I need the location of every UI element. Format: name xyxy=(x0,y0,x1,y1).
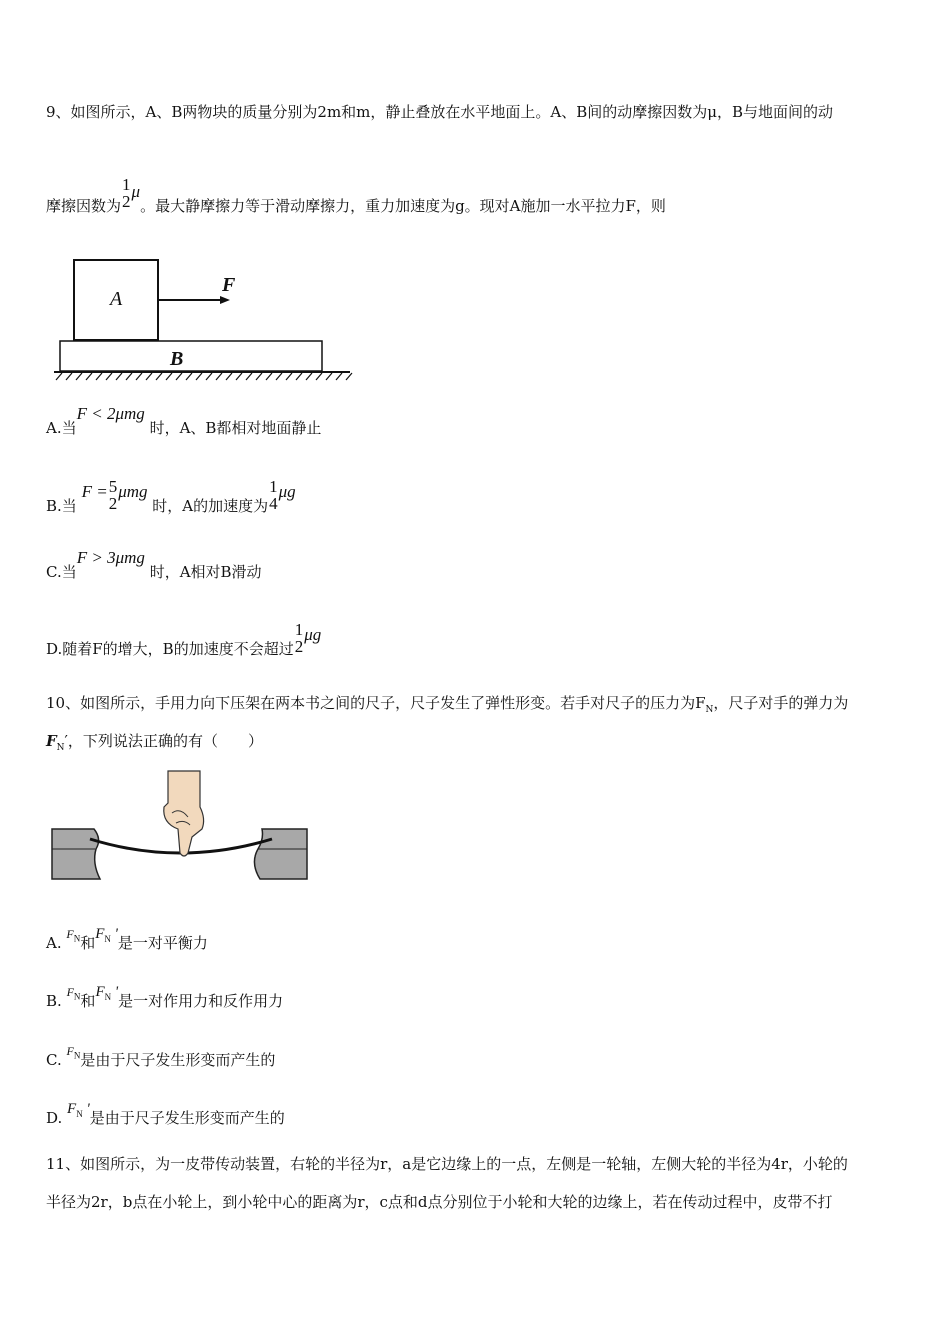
q10-stem-line1 xyxy=(46,693,848,720)
q9-option-c-label: C. xyxy=(46,563,62,581)
q10-option-b-fn: FN xyxy=(66,985,81,1002)
q10-option-b-fn-prime: $F_N$ ' xyxy=(95,984,119,1002)
q9-option-b[interactable] xyxy=(46,477,296,524)
right-book xyxy=(254,829,307,879)
q10-stem-sub2: N xyxy=(56,743,65,753)
q10-option-a-text: 是一对平衡力 xyxy=(117,934,208,952)
q10-stem-text2-tail: ′，下列说法正确的有（ ） xyxy=(64,732,263,750)
q9-option-a-label: A. xyxy=(46,419,62,437)
q10-option-a-label: A. xyxy=(46,934,62,952)
ground-hatch xyxy=(56,373,352,380)
q9-figure-blocks xyxy=(50,255,360,385)
q9-option-b-frac: 5 2 xyxy=(108,477,118,513)
block-b xyxy=(60,341,322,371)
q9-stem-text2a: 摩擦因数为 xyxy=(46,197,122,215)
q11-stem-text2: 半径为2r，b点在小轮上，到小轮中心的距离为r，c点和d点分别位于小轮和大轮的边缘上，若在传动过程中，皮带不打 xyxy=(46,1193,833,1211)
q10-option-d[interactable] xyxy=(46,1101,285,1134)
q10-stem-text1: 10、如图所示，手用力向下压架在两本书之间的尺子，尺子发生了弹性形变。若手对尺子的压力为F xyxy=(46,694,706,712)
q10-option-c[interactable] xyxy=(46,1044,276,1075)
q9-option-c-post: 时，A相对B滑动 xyxy=(149,563,262,581)
q10-option-a-join: 和 xyxy=(80,934,96,952)
q10-option-c-text: 是由于尺子发生形变而产生的 xyxy=(80,1051,276,1069)
block-a-label: A xyxy=(110,288,123,310)
q9-option-b-math-f: F = xyxy=(81,482,108,501)
q9-option-b-pre: 当 xyxy=(61,497,77,515)
q9-stem-text1: 9、如图所示，A、B两物块的质量分别为2m和m，静止叠放在水平地面上。A、B间的动摩擦因数为μ，B与地面间的动 xyxy=(46,103,834,121)
q9-mu-symbol: μ xyxy=(131,182,141,201)
q10-option-b-text: 是一对作用力和反作用力 xyxy=(118,992,284,1010)
force-arrow-head xyxy=(220,296,230,304)
q9-option-b-mug: μg xyxy=(278,482,296,501)
q11-stem-line2 xyxy=(46,1192,833,1212)
q9-option-b-mid: 时，A的加速度为 xyxy=(152,497,269,515)
q9-option-d[interactable] xyxy=(46,620,322,667)
q10-option-c-label: C. xyxy=(46,1051,62,1069)
q9-option-c-math: F > 3μmg xyxy=(76,548,145,567)
q9-stem-line1 xyxy=(46,102,833,122)
q10-option-b-join: 和 xyxy=(80,992,96,1010)
q9-stem-line2 xyxy=(46,175,666,224)
q10-option-d-fn-prime: $F_N$ ' xyxy=(67,1101,90,1119)
q9-half-fraction: 1 2 xyxy=(122,175,131,211)
q9-option-a-math: F < 2μmg xyxy=(76,404,145,423)
q10-option-a-fn-prime: $F_N$ ' xyxy=(95,926,118,944)
q9-option-d-label: D. xyxy=(46,640,63,658)
q10-stem-sub1: N xyxy=(705,705,714,715)
q10-stem-line2 xyxy=(46,731,263,758)
q9-option-a-post: 时，A、B都相对地面静止 xyxy=(149,419,322,437)
q9-option-a[interactable] xyxy=(46,404,322,438)
q9-option-b-mumg: μmg xyxy=(118,482,148,501)
q10-option-b[interactable] xyxy=(46,984,284,1017)
q10-figure-ruler xyxy=(50,767,320,882)
q9-option-d-mug: μg xyxy=(304,625,322,644)
q9-option-b-frac2: 1 4 xyxy=(269,477,278,513)
q10-option-a[interactable] xyxy=(46,926,208,959)
q10-option-b-label: B. xyxy=(46,992,62,1010)
q10-option-a-fn: FN xyxy=(66,927,81,944)
q10-option-d-label: D. xyxy=(46,1109,63,1127)
q10-option-d-text: 是由于尺子发生形变而产生的 xyxy=(89,1109,285,1127)
q9-option-b-label: B. xyxy=(46,497,62,515)
block-b-label: B xyxy=(170,348,184,370)
q11-stem-text1: 11、如图所示，为一皮带传动装置，右轮的半径为r，a是它边缘上的一点，左侧是一轮轴，左侧大轮的半径为4r，小轮的 xyxy=(46,1155,848,1173)
q11-stem-line1 xyxy=(46,1154,848,1174)
q9-option-a-pre: 当 xyxy=(61,419,77,437)
q10-option-c-fn: FN xyxy=(66,1044,81,1061)
q9-option-c[interactable] xyxy=(46,548,262,582)
force-label: F xyxy=(222,274,236,296)
finger-hand xyxy=(164,771,204,856)
q10-fn-prime: F xyxy=(46,732,57,750)
q10-stem-text1-tail: ，尺子对手的弹力为 xyxy=(713,694,849,712)
q9-option-d-frac: 1 2 xyxy=(294,620,304,656)
left-book xyxy=(52,829,100,879)
q9-option-c-pre: 当 xyxy=(61,563,77,581)
q9-option-d-pre: 随着F的增大，B的加速度不会超过 xyxy=(62,640,294,658)
q9-stem-text2b: 。最大静摩擦力等于滑动摩擦力，重力加速度为g。现对A施加一水平拉力F，则 xyxy=(140,197,666,215)
